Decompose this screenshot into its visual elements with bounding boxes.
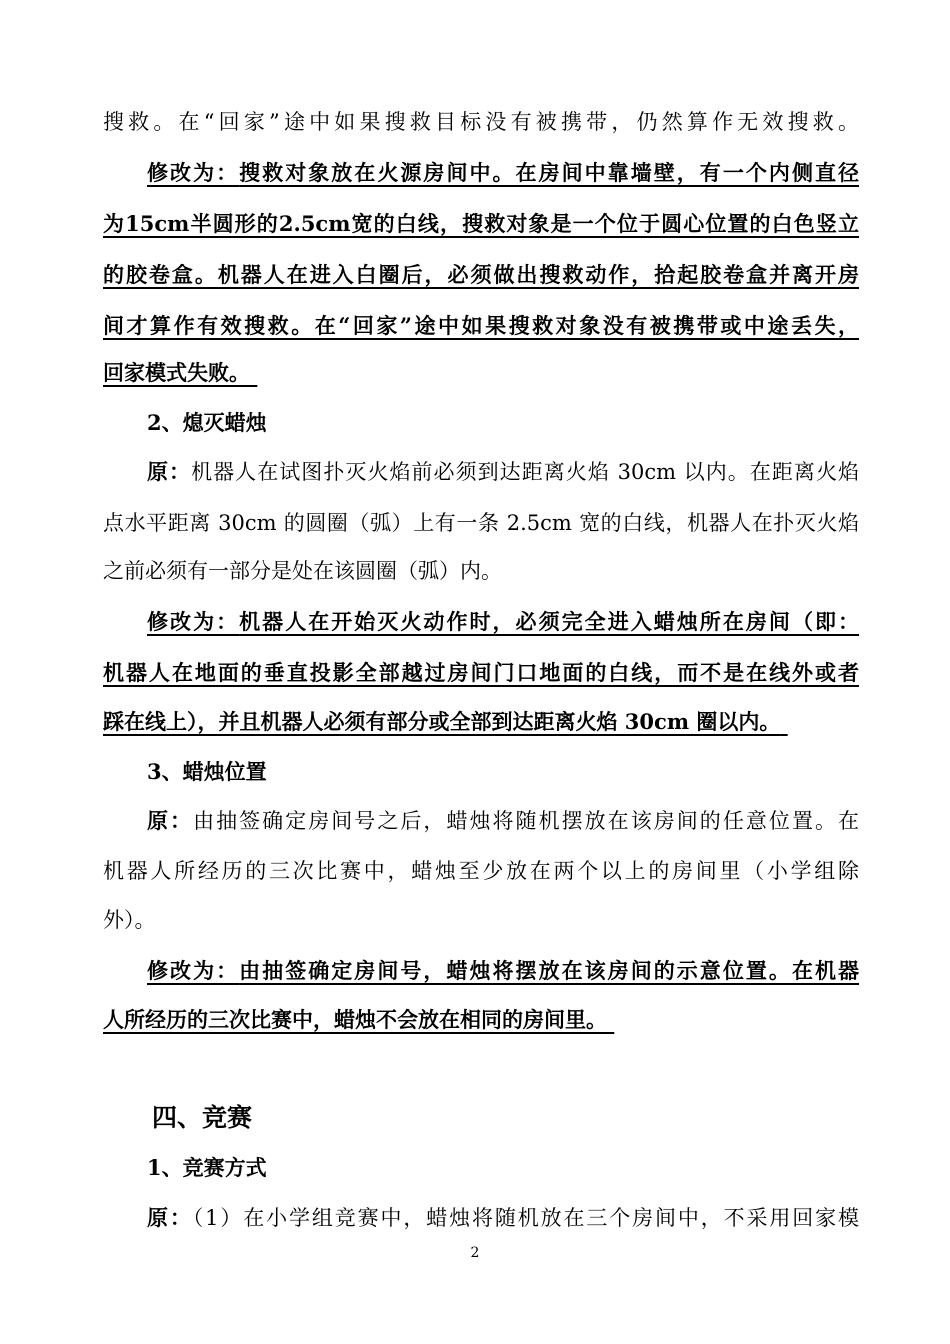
revision-text: 机器人在开始灭火动作时，必须完全进入蜡烛所在房间（即： — [239, 609, 860, 634]
page-number: 2 — [470, 1245, 480, 1261]
original-text: 由抽签确定房间号之后，蜡烛将随机摆放在该房间的任意位置。在 — [193, 809, 860, 833]
revision-label: 修改为： — [147, 609, 240, 634]
subheading-competition-mode: 1、竞赛方式 — [147, 1155, 267, 1180]
paragraph-line: 搜救。在“回家”途中如果搜救目标没有被携带，仍然算作无效搜救。 — [103, 110, 859, 134]
revision-line — [147, 158, 859, 188]
original-label: 原： — [147, 459, 192, 484]
original-line: 机器人所经历的三次比赛中，蜡烛至少放在两个以上的房间里（小学组除 — [103, 859, 859, 883]
section-heading-competition: 四、竞赛 — [152, 1103, 253, 1132]
original-line: 点水平距离 30cm 的圆圈（弧）上有一条 2.5cm 宽的白线，机器人在扑灭火焰 — [103, 511, 859, 535]
revision-text: 回家模式失败。 — [103, 360, 250, 385]
original-label: 原： — [147, 808, 194, 833]
revision-line: 为15cm半圆形的2.5cm宽的白线，搜救对象是一个位于圆心位置的白色竖立 — [103, 211, 859, 236]
revision-line — [103, 1005, 859, 1035]
revision-label: 修改为： — [147, 160, 240, 185]
original-label: 原： — [147, 1205, 193, 1230]
revision-line: 间才算作有效搜救。在“回家”途中如果搜救对象没有被携带或中途丢失， — [103, 313, 859, 338]
revision-text: 人所经历的三次比赛中，蜡烛不会放在相同的房间里。 — [103, 1007, 607, 1032]
original-line — [147, 1203, 859, 1233]
subheading-extinguish-candle: 2、熄灭蜡烛 — [147, 410, 267, 435]
revision-text: 由抽签确定房间号，蜡烛将摆放在该房间的示意位置。在机器 — [239, 958, 860, 983]
revision-line — [147, 607, 859, 637]
revision-line — [103, 358, 859, 388]
revision-line — [103, 707, 859, 737]
original-line — [147, 457, 859, 487]
revision-line: 机器人在地面的垂直投影全部越过房间门口地面的白线，而不是在线外或者 — [103, 660, 859, 685]
revision-text: 踩在线上），并且机器人必须有部分或全部到达距离火焰 30cm 圈以内。 — [103, 709, 781, 734]
revision-text: 搜救对象放在火源房间中。在房间中靠墙壁，有一个内侧直径 — [239, 160, 860, 185]
revision-line: 的胶卷盒。机器人在进入白圈后，必须做出搜救动作，拾起胶卷盒并离开房 — [103, 262, 859, 287]
original-line: 外）。 — [103, 908, 156, 932]
revision-label: 修改为： — [147, 958, 240, 983]
original-line — [147, 806, 859, 836]
original-line: 之前必须有一部分是处在该圆圈（弧）内。 — [103, 559, 502, 583]
revision-line — [147, 956, 859, 986]
original-text: （1）在小学组竞赛中，蜡烛将随机放在三个房间中，不采用回家模 — [192, 1206, 860, 1230]
original-text: 机器人在试图扑灭火焰前必须到达距离火焰 30cm 以内。在距离火焰 — [191, 460, 860, 484]
subheading-candle-position: 3、蜡烛位置 — [147, 759, 267, 784]
